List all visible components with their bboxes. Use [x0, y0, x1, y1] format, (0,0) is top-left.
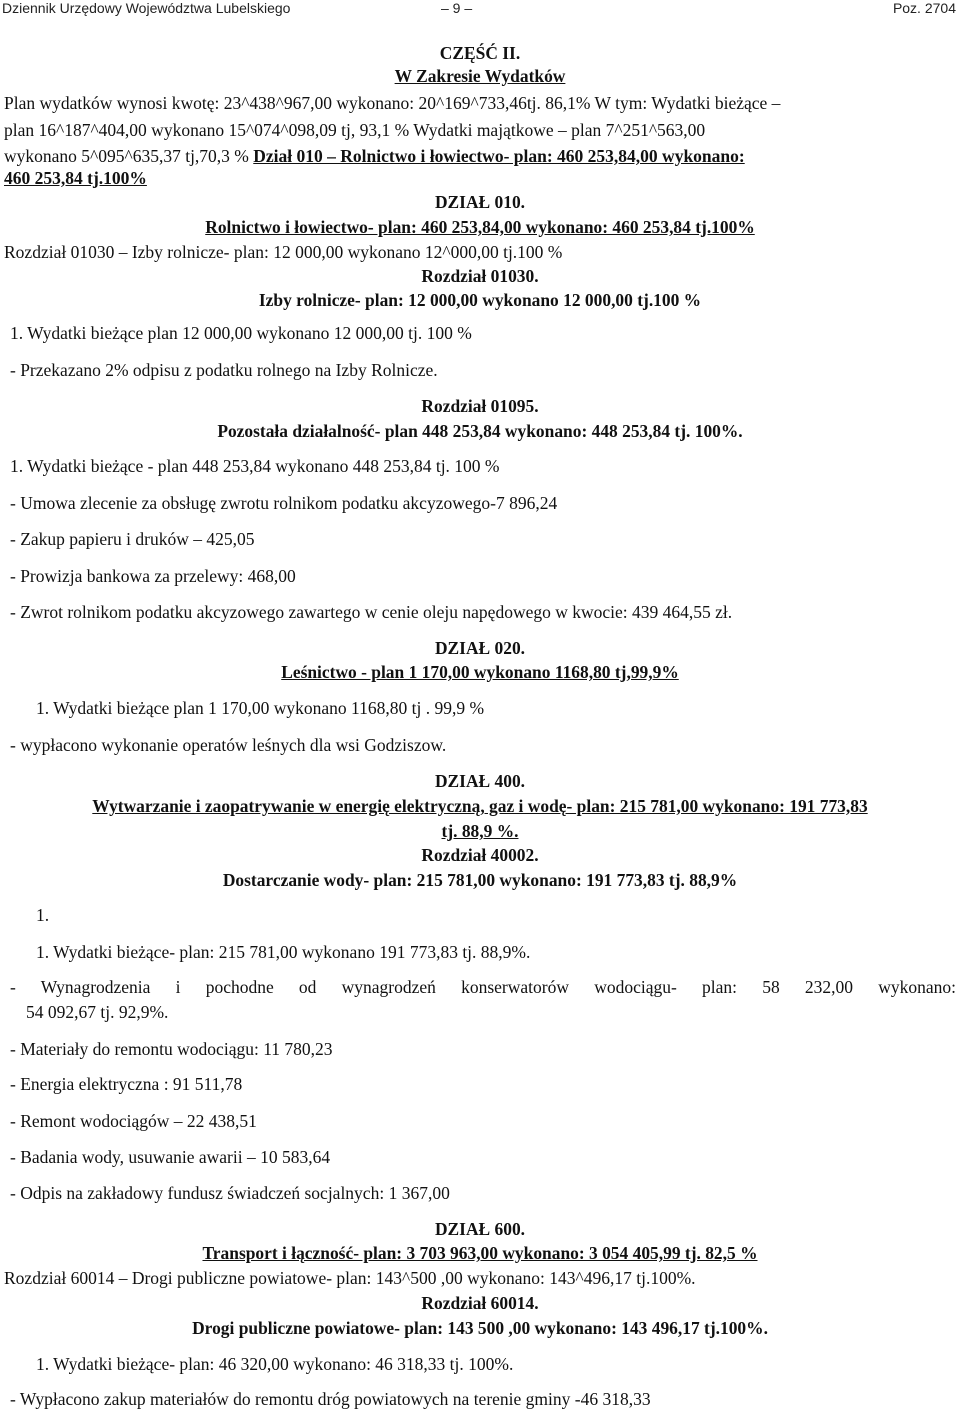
- list-item-text: - Wynagrodzenia i pochodne od wynagrodzeń konserwatorów wodociągu- plan: 58 232,00 wykonano:: [10, 977, 956, 997]
- scope-heading: W Zakresie Wydatków: [394, 66, 566, 86]
- dzial-010-summary-end: 460 253,84 tj.100%: [4, 168, 147, 188]
- list-number: 1.: [36, 905, 50, 925]
- dzial-400-heading: DZIAŁ 400.: [434, 771, 526, 791]
- list-item: - Badania wody, usuwanie awarii – 10 583,64: [10, 1147, 331, 1167]
- list-item: - wypłacono wykonanie operatów leśnych dla wsi Godziszow.: [10, 735, 447, 755]
- list-item: - Przekazano 2% odpisu z podatku rolnego na Izby Rolnicze.: [10, 360, 438, 380]
- intro-line: [4, 146, 745, 166]
- position-number: Poz. 2704: [892, 0, 956, 16]
- dzial-020-title: Leśnictwo - plan 1 170,00 wykonano 1168,80 tj,99,9%: [281, 662, 679, 682]
- rozdzial-01095-heading: Rozdział 01095.: [421, 396, 539, 416]
- list-item: - Odpis na zakładowy fundusz świadczeń socjalnych: 1 367,00: [10, 1183, 450, 1203]
- list-item: 1. Wydatki bieżące- plan: 215 781,00 wykonano 191 773,83 tj. 88,9%.: [36, 942, 531, 962]
- dzial-600-title: Transport i łączność- plan: 3 703 963,00 wykonano: 3 054 405,99 tj. 82,5 %: [202, 1243, 758, 1263]
- list-item: - Zwrot rolnikom podatku akcyzowego zawartego w cenie oleju napędowego w kwocie: 439 464,55 zł.: [10, 602, 733, 622]
- rozdzial-60014-heading: Rozdział 60014.: [421, 1293, 539, 1313]
- rozdzial-40002-title: Dostarczanie wody- plan: 215 781,00 wykonano: 191 773,83 tj. 88,9%: [222, 870, 738, 890]
- page-number: – 9 –: [441, 0, 473, 16]
- list-item: - Energia elektryczna : 91 511,78: [10, 1074, 243, 1094]
- list-item-continuation: 54 092,67 tj. 92,9%.: [26, 1002, 169, 1022]
- page-header: [0, 0, 960, 18]
- list-item: - Wypłacono zakup materiałów do remontu dróg powiatowych na terenie gminy -46 318,33: [10, 1389, 651, 1409]
- list-item: 1. Wydatki bieżące plan 12 000,00 wykonano 12 000,00 tj. 100 %: [10, 323, 472, 343]
- dzial-010-heading: DZIAŁ 010.: [434, 192, 526, 212]
- journal-title: Dziennik Urzędowy Województwa Lubelskiego: [2, 0, 291, 16]
- dzial-020-heading: DZIAŁ 020.: [434, 638, 526, 658]
- list-item: - Zakup papieru i druków – 425,05: [10, 529, 255, 549]
- list-item: 1. Wydatki bieżące plan 1 170,00 wykonano 1168,80 tj . 99,9 %: [36, 698, 485, 718]
- dzial-010-title: Rolnictwo i łowiectwo- plan: 460 253,84,00 wykonano: 460 253,84 tj.100%: [205, 217, 755, 237]
- intro-text: wykonano 5^095^635,37 tj,70,3 %: [4, 146, 254, 166]
- list-item: - Materiały do remontu wodociągu: 11 780,23: [10, 1039, 333, 1059]
- dzial-600-heading: DZIAŁ 600.: [434, 1219, 526, 1239]
- intro-line: plan 16^187^404,00 wykonano 15^074^098,09 tj, 93,1 % Wydatki majątkowe – plan 7^251^563,00: [4, 120, 706, 140]
- rozdzial-60014-title: Drogi publiczne powiatowe- plan: 143 500 ,00 wykonano: 143 496,17 tj.100%.: [192, 1318, 768, 1338]
- rozdzial-01030-title: Izby rolnicze- plan: 12 000,00 wykonano 12 000,00 tj.100 %: [258, 290, 702, 310]
- rozdzial-40002-heading: Rozdział 40002.: [421, 845, 539, 865]
- dzial-400-title: Wytwarzanie i zaopatrywanie w energię elektryczną, gaz i wodę- plan: 215 781,00 wykonano: 191 773,83: [92, 796, 868, 816]
- rozdzial-60014-line: Rozdział 60014 – Drogi publiczne powiatowe- plan: 143^500 ,00 wykonano: 143^496,17 tj.100%.: [4, 1268, 696, 1288]
- rozdzial-01095-title: Pozostała działalność- plan 448 253,84 wykonano: 448 253,84 tj. 100%.: [217, 421, 743, 441]
- dzial-400-title-end: tj. 88,9 %.: [441, 821, 519, 841]
- list-item: - Umowa zlecenie za obsługę zwrotu rolnikom podatku akcyzowego-7 896,24: [10, 493, 558, 513]
- list-item: - Prowizja bankowa za przelewy: 468,00: [10, 566, 296, 586]
- rozdzial-01030-line: Rozdział 01030 – Izby rolnicze- plan: 12 000,00 wykonano 12^000,00 tj.100 %: [4, 242, 563, 262]
- part-heading: CZĘŚĆ II.: [439, 43, 521, 63]
- list-item: 1. Wydatki bieżące- plan: 46 320,00 wykonano: 46 318,33 tj. 100%.: [36, 1354, 514, 1374]
- list-item: [10, 977, 956, 997]
- list-item: 1. Wydatki bieżące - plan 448 253,84 wykonano 448 253,84 tj. 100 %: [10, 456, 500, 476]
- list-item: - Remont wodociągów – 22 438,51: [10, 1111, 257, 1131]
- intro-line: Plan wydatków wynosi kwotę: 23^438^967,00 wykonano: 20^169^733,46tj. 86,1% W tym: Wydatki bieżące –: [4, 93, 781, 113]
- rozdzial-01030-heading: Rozdział 01030.: [421, 266, 539, 286]
- dzial-010-summary: Dział 010 – Rolnictwo i łowiectwo- plan: 460 253,84,00 wykonano:: [253, 146, 745, 166]
